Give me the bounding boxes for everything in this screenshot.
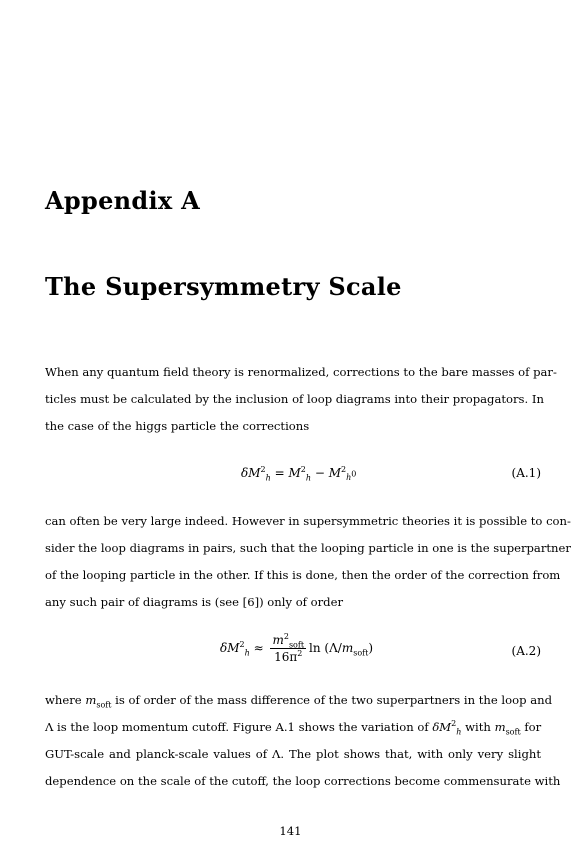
- text-line: Λ is the loop momentum cutoff. Figure A.1 shows the variation of $\delta M^2_h$ with $m_{soft}$ for: [45, 719, 542, 737]
- equation-a2-formula: $\delta M^2_h$ ≈ $\frac{m^2_{soft}}{16\pi^2}$ $\ln (\Lambda/m_{soft})$: [220, 632, 374, 664]
- fraction: $\frac{m^2_{soft}}{16\pi^2}$: [272, 632, 305, 664]
- text-line: sider the loop diagrams in pairs, such that the looping particle in one is the superpartner: [45, 541, 571, 555]
- page-number: 141: [279, 824, 302, 838]
- text-line: GUT-scale and planck-scale values of Λ. The plot shows that, with only very slight: [45, 747, 541, 761]
- text-line: can often be very large indeed. However in supersymmetric theories it is possible to con-: [45, 514, 571, 528]
- text-line: where $m_{soft}$ is of order of the mass difference of the two superpartners in the loop and: [45, 693, 552, 710]
- chapter-title: The Supersymmetry Scale: [45, 272, 402, 301]
- text-line: ticles must be calculated by the inclusion of loop diagrams into their propagators. In: [45, 392, 544, 406]
- text-line: dependence on the scale of the cutoff, the loop corrections become commensurate with: [45, 774, 561, 788]
- paragraph-supersymmetry: [45, 508, 571, 616]
- text-line: the case of the higgs particle the corrections: [45, 419, 310, 433]
- text-line: any such pair of diagrams is (see [6]) only of order: [45, 595, 343, 609]
- text-line: of the looping particle in the other. If this is done, then the order of the correction from: [45, 568, 561, 582]
- equation-number: (A.2): [511, 644, 541, 658]
- equation-a1-formula: $\delta M^2_h = M^2_h - M^2_{h^0}$: [241, 465, 357, 483]
- text-line: When any quantum field theory is renormalized, corrections to the bare masses of par-: [45, 365, 557, 379]
- chapter-label: Appendix A: [45, 186, 201, 215]
- equation-number: (A.1): [511, 466, 541, 480]
- equation-a2: [45, 633, 541, 673]
- equation-a1: [45, 464, 541, 486]
- paragraph-explanation: [45, 687, 561, 795]
- paragraph-intro: [45, 359, 557, 440]
